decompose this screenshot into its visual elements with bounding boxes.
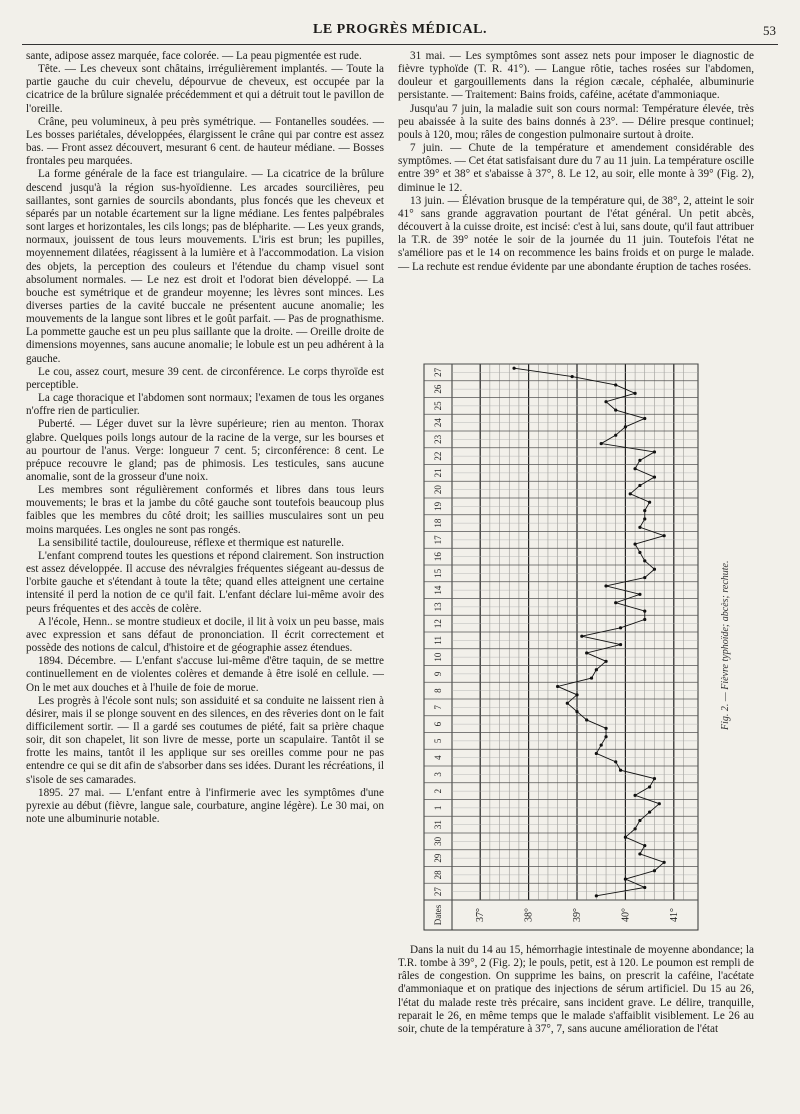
day-label: 17 (433, 535, 443, 545)
day-label: 3 (433, 772, 443, 777)
day-label: 9 (433, 671, 443, 677)
temperature-chart (398, 356, 754, 941)
day-label: 2 (433, 788, 443, 794)
temperature-point (604, 584, 607, 587)
day-label: 31 (433, 820, 443, 830)
temperature-point (638, 819, 641, 822)
temperature-point (566, 702, 569, 705)
day-label: 28 (433, 870, 443, 880)
dates-label: Dates (433, 904, 443, 926)
temperature-point (600, 743, 603, 746)
figure-caption: Fig. 2. — Fièvre typhoïde; abcès; rechute. (720, 560, 731, 730)
temperature-point (638, 593, 641, 596)
temperature-point (600, 442, 603, 445)
temperature-point (580, 635, 583, 638)
temperature-point (624, 877, 627, 880)
paragraph: Crâne, peu volumineux, à peu près symétrique. — Fontanelles soudées. — Les bosses pariétales, développées, élargissent le crâne qui par contre est assez bas. — Front assez découvert, mesurant 6 cent. de hauteur médiane. — Bosses frontales peu marquées. (26, 115, 384, 168)
day-label: 13 (433, 602, 443, 612)
temperature-point (629, 492, 632, 495)
paragraph: 7 juin. — Chute de la température et amendement considérable des symptômes. — Cet état satisfaisant dure du 7 au 11 juin. La température oscille entre 39° et 38° et s'abaisse à 37°, 8. Le 12, au soir, elle monte à 39° (Fig. 2), diminue le 12. (398, 142, 754, 194)
temperature-point (604, 735, 607, 738)
temperature-point (643, 618, 646, 621)
temperature-point (663, 534, 666, 537)
temperature-point (638, 459, 641, 462)
temperature-point (614, 601, 617, 604)
temperature-point (614, 760, 617, 763)
temperature-point (653, 568, 656, 571)
temperature-point (648, 501, 651, 504)
day-label: 20 (433, 485, 443, 495)
paragraph: Tête. — Les cheveux sont châtains, irrégulièrement implantés. — Toute la partie gauche du cuir chevelu, dépourvue de cheveux, est occupée par la cicatrice de la brûlure signalée précédemment et qui a détruit tout le pavillon de l'oreille. (26, 63, 384, 115)
temperature-point (604, 400, 607, 403)
temperature-point (643, 844, 646, 847)
temperature-point (643, 517, 646, 520)
temperature-chart-figure (398, 356, 754, 941)
paragraph: La cage thoracique et l'abdomen sont normaux; l'examen de tous les organes n'offre rien de particulier. (26, 392, 384, 418)
temperature-point (575, 693, 578, 696)
paragraph: Jusqu'au 7 juin, la maladie suit son cours normal: Température élevée, très peu abaissée à la suite des bains donnés à 23°. — Délire presque continuel; pouls à 120, mou; râles de congestion pulmonaire surtout à droite. (398, 102, 754, 141)
day-label: 10 (433, 652, 443, 662)
temperature-point (653, 869, 656, 872)
day-label: 16 (433, 552, 443, 562)
left-column (26, 50, 384, 826)
temperature-point (614, 408, 617, 411)
day-label: 6 (433, 721, 443, 727)
temperature-point (604, 660, 607, 663)
temperature-point (648, 785, 651, 788)
temperature-point (663, 861, 666, 864)
temperature-point (643, 509, 646, 512)
temperature-point (556, 685, 559, 688)
right-column-bottom (398, 944, 754, 1036)
temperature-point (633, 827, 636, 830)
paragraph: Le cou, assez court, mesure 39 cent. de circonférence. Le corps thyroïde est perceptible. (26, 365, 384, 391)
day-label: 8 (433, 688, 443, 693)
paragraph: A l'école, Henn.. se montre studieux et docile, il lit à voix un peu basse, mais avec expression et sans défaut de prononciation. Il écrit correctement et possède des notions de calcul, d'histoire et de géographie assez étendues. (26, 615, 384, 655)
paragraph: Les membres sont régulièrement conformés et libres dans tous leurs mouvements; le bras et la jambe du côté gauche sont toutefois beaucoup plus faibles que les membres du côté droit; les saillies musculaires sont un peu moins marquées. Les ongles ne sont pas rongés. (26, 484, 384, 536)
temperature-point (624, 425, 627, 428)
paragraph: 1894. Décembre. — L'enfant s'accuse lui-même d'être taquin, de se mettre continuellement en de violentes colères et demande à être isolé en cellule. — On le met aux douches et à l'huile de foie de morue. (26, 655, 384, 694)
day-label: 5 (433, 738, 443, 744)
temperature-point (658, 802, 661, 805)
temperature-point (633, 794, 636, 797)
temperature-point (590, 676, 593, 679)
temperature-point (638, 852, 641, 855)
temperature-point (604, 727, 607, 730)
temperature-point (595, 894, 598, 897)
day-label: 22 (433, 451, 443, 461)
temperature-point (643, 609, 646, 612)
day-label: 21 (433, 468, 443, 478)
day-label: 27 (433, 367, 443, 377)
temperature-point (648, 810, 651, 813)
paragraph: Puberté. — Léger duvet sur la lèvre supérieure; rien au menton. Thorax glabre. Quelques poils longs autour de la racine de la verge, sur les bourses et au pourtour de l'anus. Verge: longueur 7 cent. 5; circonférence: 8 cent. Le prépuce recouvre le gland; pas de phimosis. Les testicules, sans aucune anomalie, sont de la grosseur d'une noix. (26, 418, 384, 483)
temperature-point (643, 886, 646, 889)
temperature-point (633, 467, 636, 470)
chart-frame (424, 364, 698, 930)
day-label: 14 (433, 585, 443, 595)
paragraph: Les progrès à l'école sont nuls; son assiduité et sa conduite ne laissent rien à désirer, mais il se plonge souvent en des silences, en des rêveries dont on le fait difficilement sortir. — Il a gardé ses coutumes de piété, fait sa prière chaque soir, dit son chapelet, lit son livre de messe, porte un scapulaire. Tantôt il se frotte les mains, tantôt il les applique sur ses oreilles comme pour ne pas entendre ce qui se dit afin de s'absorber dans ses idées. Durant les récréations, il s'isole de ses camarades. (26, 694, 384, 786)
temperature-point (624, 836, 627, 839)
day-label: 24 (433, 418, 443, 428)
day-label: 18 (433, 518, 443, 528)
paragraph: Dans la nuit du 14 au 15, hémorrhagie intestinale de moyenne abondance; la T.R. tombe à 39°, 2 (Fig. 2); le pouls, petit, est à 120. Le poumon est rempli de râles de congestion. On supprime les bains, on prescrit la caféine, l'acétate d'ammoniaque et on pratique des injections de sérum artificiel. Du 15 au 26, l'état du malade reste très précaire, sans incident grave. Le délire, tranquille, reparait le 26, en même temps que le malade s'affaiblit visiblement. Le 26 au soir, chute de la température à 37°, 7, sans aucune amélioration de l'état (398, 944, 754, 1035)
day-label: 25 (433, 401, 443, 411)
paragraph: L'enfant comprend toutes les questions et répond clairement. Son instruction est assez développée. Il accuse des névralgies fréquentes siégeant au-dessus de l'orbite gauche et s'étendant à toute la tête; quand elles atteignent une certaine intensité il perd la notion de ce qu'il fait. L'enfant déclare lui-même avoir des peurs fréquentes et des accès de colère. (26, 549, 384, 615)
temperature-point (638, 526, 641, 529)
page-number: 53 (763, 23, 776, 38)
day-label: 4 (433, 755, 443, 760)
temperature-label: 41° (668, 908, 680, 922)
temperature-label: 37° (475, 908, 487, 922)
temperature-point (512, 367, 515, 370)
day-label: 12 (433, 619, 443, 629)
day-label: 11 (433, 636, 443, 645)
right-column-top (398, 50, 754, 274)
temperature-label: 39° (572, 908, 583, 922)
temperature-point (595, 668, 598, 671)
temperature-point (633, 542, 636, 545)
temperature-point (638, 551, 641, 554)
paragraph: La forme générale de la face est triangulaire. — La cicatrice de la brûlure descend jusqu'à la région sus-hyoïdienne. Les arcades sourcilières, peu saillantes, sont garnies de sourcils abondants, plus foncés que les cheveux et séparés par un notable écartement sur la ligne médiane. Les fentes palpébrales sont larges et horizontales, les cils longs; pas de blépharite. — Les yeux grands, normaux, jouissent de tous leurs mouvements. L'iris est brun; les pupilles, moyennement dilatées, réagissent à la lumière et à l'accommodation. La vision des objets, la perception des couleurs et l'étendue du champ visuel sont absolument normales. — Le nez est droit et l'odorat bien développé. — La bouche est symétrique et de grandeur moyenne; les lèvres sont minces. Les diverses parties de la cavité buccale ne présentent aucune anomalie; les mouvements de la langue sont libres et le goût parfait. — Pas de prognathisme. La pommette gauche est un peu plus saillante que la droite. — Oreille droite de dimensions moyennes, sans aucune anomalie; le lobule est un peu adhérent à la gauche. (26, 168, 384, 365)
temperature-label: 38° (523, 908, 535, 922)
temperature-point (653, 450, 656, 453)
day-label: 19 (433, 501, 443, 511)
temperature-point (614, 383, 617, 386)
page-header (22, 18, 778, 45)
temperature-point (653, 475, 656, 478)
day-label: 27 (433, 887, 443, 897)
day-label: 30 (433, 836, 443, 846)
day-label: 29 (433, 853, 443, 863)
temperature-point (619, 643, 622, 646)
day-label: 26 (433, 384, 443, 394)
paragraph: 13 juin. — Élévation brusque de la température qui, de 38°, 2, atteint le soir 41° sans grande aggravation pourtant de l'état général. Un petit abcès, découvert à la cuisse droite, est incisé: c'est à lui, sans doute, qu'il faut attribuer la T.R. de 39° notée le soir de la journée du 11 juin. Toutefois l'état ne s'améliore pas et le 14 on recommence les bains froids et on purge le malade. — La rechute est rendue évidente par une abondante éruption de taches rosées. (398, 194, 754, 273)
temperature-point (585, 718, 588, 721)
temperature-point (575, 710, 578, 713)
paragraph: La sensibilité tactile, douloureuse, réflexe et thermique est naturelle. (38, 536, 344, 549)
day-label: 7 (433, 705, 443, 710)
temperature-point (633, 392, 636, 395)
paragraph: sante, adipose assez marquée, face colorée. — La peau pigmentée est rude. (26, 50, 362, 62)
day-label: 15 (433, 568, 443, 578)
temperature-point (595, 752, 598, 755)
temperature-label: 40° (620, 908, 632, 922)
paragraph: 1895. 27 mai. — L'enfant entre à l'infirmerie avec les symptômes d'une pyrexie au début (fièvre, langue sale, courbature, angine légère). Le 30 mai, on note une albuminurie notable. (26, 786, 384, 826)
paragraph: 31 mai. — Les symptômes sont assez nets pour imposer le diagnostic de fièvre typhoïde (T. R. 41°). — Langue rôtie, taches rosées sur l'abdomen, douleur et gargouillements dans la région cæcale, céphalée, albuminurie persistante. — Traitement: Bains froids, caféine, acétate d'ammoniaque. (398, 50, 754, 102)
temperature-point (571, 375, 574, 378)
day-label: 1 (433, 805, 443, 811)
temperature-point (643, 559, 646, 562)
temperature-point (643, 576, 646, 579)
temperature-point (585, 651, 588, 654)
journal-title: LE PROGRÈS MÉDICAL. (312, 22, 488, 37)
temperature-point (653, 777, 656, 780)
temperature-point (638, 484, 641, 487)
temperature-point (614, 434, 617, 437)
temperature-point (619, 769, 622, 772)
day-label: 23 (433, 434, 443, 444)
temperature-point (643, 417, 646, 420)
temperature-point (619, 626, 622, 629)
